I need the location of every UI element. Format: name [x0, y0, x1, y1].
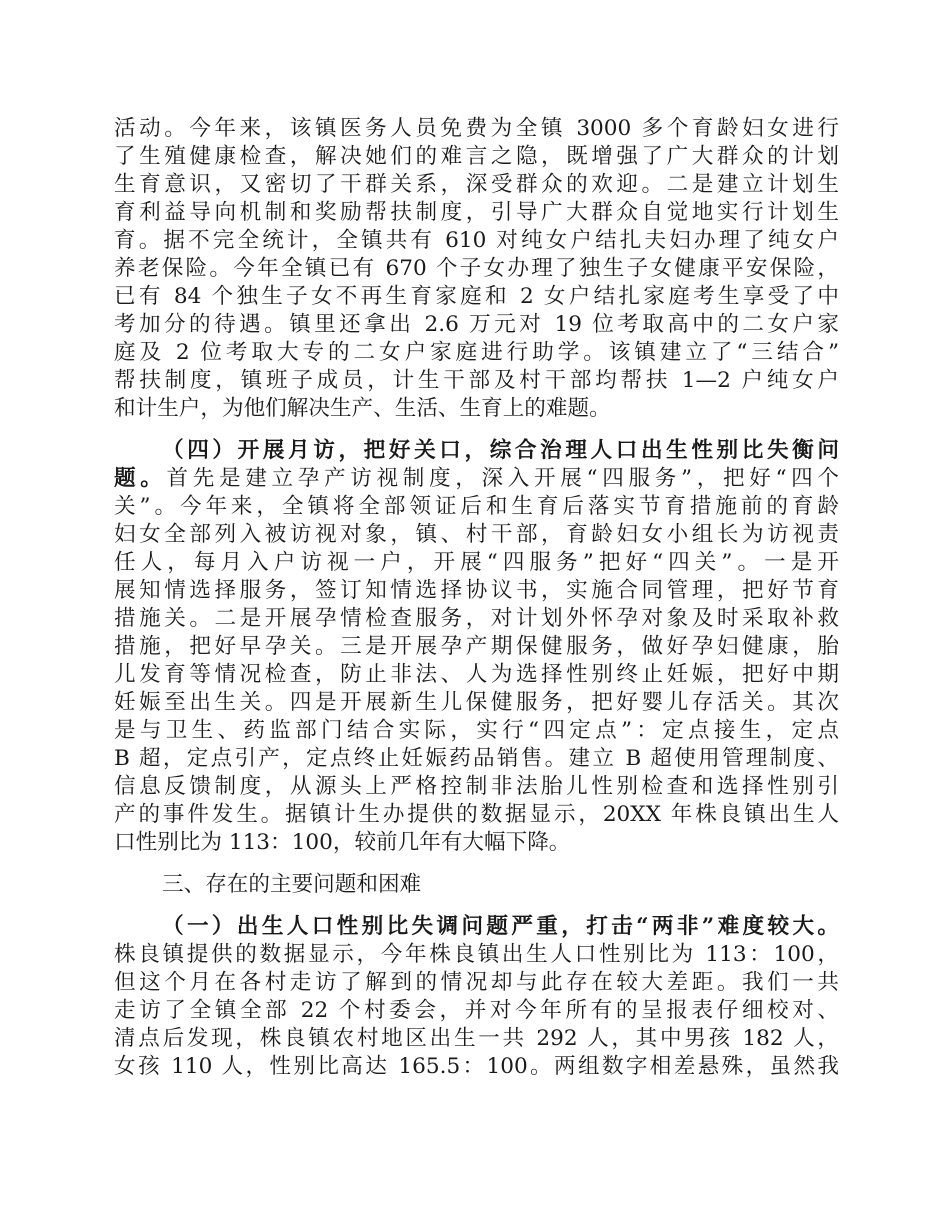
- paragraph-gap: [114, 899, 839, 913]
- subsection-heading-end: 题。: [114, 466, 167, 491]
- text-line: [114, 465, 839, 493]
- text-line: 但这个月在各村走访了解到的情况却与此存在较大差距。我们一共: [114, 970, 839, 995]
- text-line: B 超，定点引产，定点终止妊娠药品销售。建立 B 超使用管理制度、: [114, 746, 839, 771]
- text-line: 妊娠至出生关。四是开展新生儿保健服务，把好婴儿存活关。其次: [114, 690, 839, 715]
- text-line: 信息反馈制度，从源头上严格控制非法胎儿性别检查和选择性别引: [114, 774, 839, 799]
- text-line: 株良镇提供的数据显示，今年株良镇出生人口性别比为 113：100，: [114, 942, 839, 967]
- subsection-heading: （一）出生人口性别比失调问题严重，打击“两非”难度较大。: [162, 914, 839, 939]
- text-line: 和计生户，为他们解决生产、生活、生育上的难题。: [114, 396, 611, 421]
- paragraph-3: [114, 913, 839, 1081]
- text-line: 展知情选择服务，签订知情选择协议书，实施合同管理，把好节育: [114, 578, 839, 603]
- text-line: 任人，每月入户访视一户，开展“四服务”把好“四关”。一是开: [114, 550, 839, 575]
- text-line: 帮扶制度，镇班子成员，计生干部及村干部均帮扶 1—2 户纯女户: [114, 368, 839, 393]
- text-span: 首先是建立孕产访视制度，深入开展“四服务”，把好“四个: [166, 466, 839, 491]
- text-line: 是与卫生、药监部门结合实际，实行“四定点”：定点接生，定点: [114, 718, 839, 743]
- section-title: 三、存在的主要问题和困难: [162, 872, 422, 897]
- text-line: 妇女全部列入被访视对象，镇、村干部，育龄妇女小组长为访视责: [114, 522, 839, 547]
- subsection-heading: （四）开展月访，把好关口，综合治理人口出生性别比失衡问: [162, 438, 839, 463]
- text-line: 活动。今年来，该镇医务人员免费为全镇 3000 多个育龄妇女进行: [114, 116, 839, 141]
- text-line: 儿发育等情况检查，防止非法、人为选择性别终止妊娠，把好中期: [114, 662, 839, 687]
- paragraph-gap: [114, 423, 839, 437]
- text-line: 走访了全镇全部 22 个村委会，并对今年所有的呈报表仔细校对、: [114, 998, 839, 1023]
- text-line: 口性别比为 113：100，较前几年有大幅下降。: [114, 830, 571, 855]
- paragraph-2: [114, 437, 839, 857]
- text-line: 育利益导向机制和奖励帮扶制度，引导广大群众自觉地实行计划生: [114, 200, 839, 225]
- text-line: 关”。今年来，全镇将全部领证后和生育后落实节育措施前的育龄: [114, 494, 839, 519]
- paragraph-gap: [114, 857, 839, 871]
- text-line: 育。据不完全统计，全镇共有 610 对纯女户结扎夫妇办理了纯女户: [114, 228, 839, 253]
- text-line: 清点后发现，株良镇农村地区出生一共 292 人，其中男孩 182 人，: [114, 1026, 839, 1051]
- document-page: [114, 115, 839, 1081]
- text-line: 了生殖健康检查，解决她们的难言之隐，既增强了广大群众的计划: [114, 144, 839, 169]
- text-line: 措施，把好早孕关。三是开展孕产期保健服务，做好孕妇健康，胎: [114, 634, 839, 659]
- text-line: 养老保险。今年全镇已有 670 个子女办理了独生子女健康平安保险，: [114, 256, 839, 281]
- text-line: 生育意识，又密切了干群关系，深受群众的欢迎。二是建立计划生: [114, 172, 839, 197]
- text-line: 产的事件发生。据镇计生办提供的数据显示，20XX 年株良镇出生人: [114, 802, 839, 827]
- text-line: 已有 84 个独生子女不再生育家庭和 2 女户结扎家庭考生享受了中: [114, 284, 839, 309]
- paragraph-1: [114, 115, 839, 423]
- text-line: 措施关。二是开展孕情检查服务，对计划外怀孕对象及时采取补救: [114, 606, 839, 631]
- text-line: 考加分的待遇。镇里还拿出 2.6 万元对 19 位考取高中的二女户家: [114, 312, 839, 337]
- text-line: 庭及 2 位考取大专的二女户家庭进行助学。该镇建立了“三结合”: [114, 340, 839, 365]
- text-line: 女孩 110 人，性别比高达 165.5：100。两组数字相差悬殊，虽然我: [114, 1054, 839, 1079]
